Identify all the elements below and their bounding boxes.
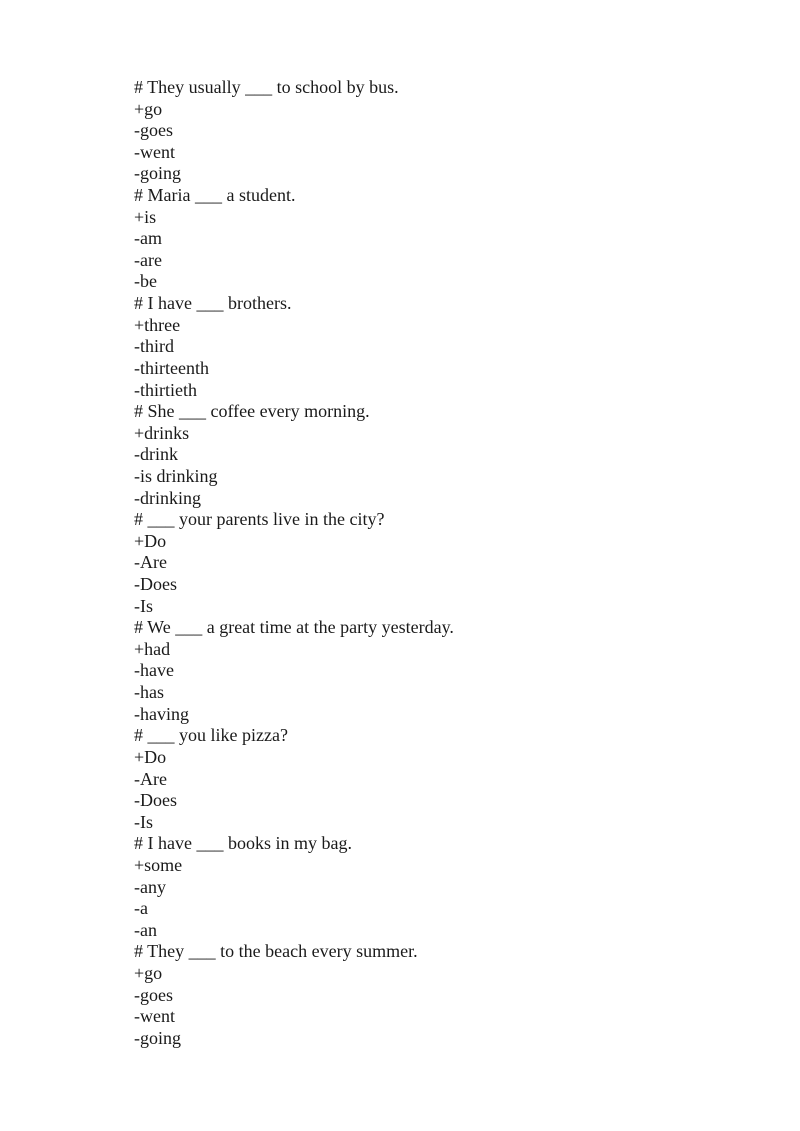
wrong-option: -drink — [134, 444, 178, 465]
correct-option: +three — [134, 314, 181, 335]
question-block — [134, 833, 454, 941]
correct-option: +go — [134, 98, 163, 119]
wrong-option: -went — [134, 141, 175, 162]
wrong-option: -having — [134, 703, 189, 724]
wrong-option: -thirteenth — [134, 357, 209, 378]
question-block — [134, 293, 454, 401]
wrong-option: -thirtieth — [134, 379, 197, 400]
wrong-option: -an — [134, 919, 157, 940]
question-block — [134, 77, 454, 185]
question-block — [134, 401, 454, 509]
correct-option: +is — [134, 206, 157, 227]
question-text: # I have ___ books in my bag. — [134, 833, 352, 854]
wrong-option: -have — [134, 660, 174, 681]
question-block — [134, 941, 454, 1049]
wrong-option: -am — [134, 228, 162, 249]
wrong-option: -Are — [134, 552, 167, 573]
wrong-option: -goes — [134, 120, 173, 141]
question-block — [134, 617, 454, 725]
question-text: # I have ___ brothers. — [134, 293, 292, 314]
question-text: # She ___ coffee every morning. — [134, 401, 370, 422]
wrong-option: -a — [134, 898, 148, 919]
question-text: # They usually ___ to school by bus. — [134, 77, 399, 97]
wrong-option: -Is — [134, 811, 153, 832]
wrong-option: -Is — [134, 595, 153, 616]
wrong-option: -drinking — [134, 487, 201, 508]
wrong-option: -going — [134, 163, 181, 184]
question-text: # We ___ a great time at the party yesterday. — [134, 617, 454, 638]
quiz-content — [134, 77, 454, 1049]
wrong-option: -goes — [134, 984, 173, 1005]
question-text: # ___ you like pizza? — [134, 725, 288, 746]
wrong-option: -be — [134, 271, 157, 292]
wrong-option: -any — [134, 876, 166, 897]
wrong-option: -third — [134, 336, 174, 357]
wrong-option: -Are — [134, 768, 167, 789]
question-block — [134, 185, 454, 293]
question-block — [134, 509, 454, 617]
correct-option: +Do — [134, 746, 167, 767]
question-block — [134, 725, 454, 833]
wrong-option: -Does — [134, 574, 177, 595]
correct-option: +Do — [134, 530, 167, 551]
correct-option: +go — [134, 962, 163, 983]
correct-option: +some — [134, 854, 183, 875]
question-text: # Maria ___ a student. — [134, 185, 296, 206]
wrong-option: -has — [134, 682, 164, 703]
correct-option: +had — [134, 638, 171, 659]
wrong-option: -is drinking — [134, 465, 218, 486]
question-text: # They ___ to the beach every summer. — [134, 941, 418, 962]
wrong-option: -going — [134, 1027, 181, 1048]
question-text: # ___ your parents live in the city? — [134, 509, 385, 530]
correct-option: +drinks — [134, 422, 190, 443]
wrong-option: -Does — [134, 790, 177, 811]
wrong-option: -went — [134, 1006, 175, 1027]
wrong-option: -are — [134, 249, 162, 270]
